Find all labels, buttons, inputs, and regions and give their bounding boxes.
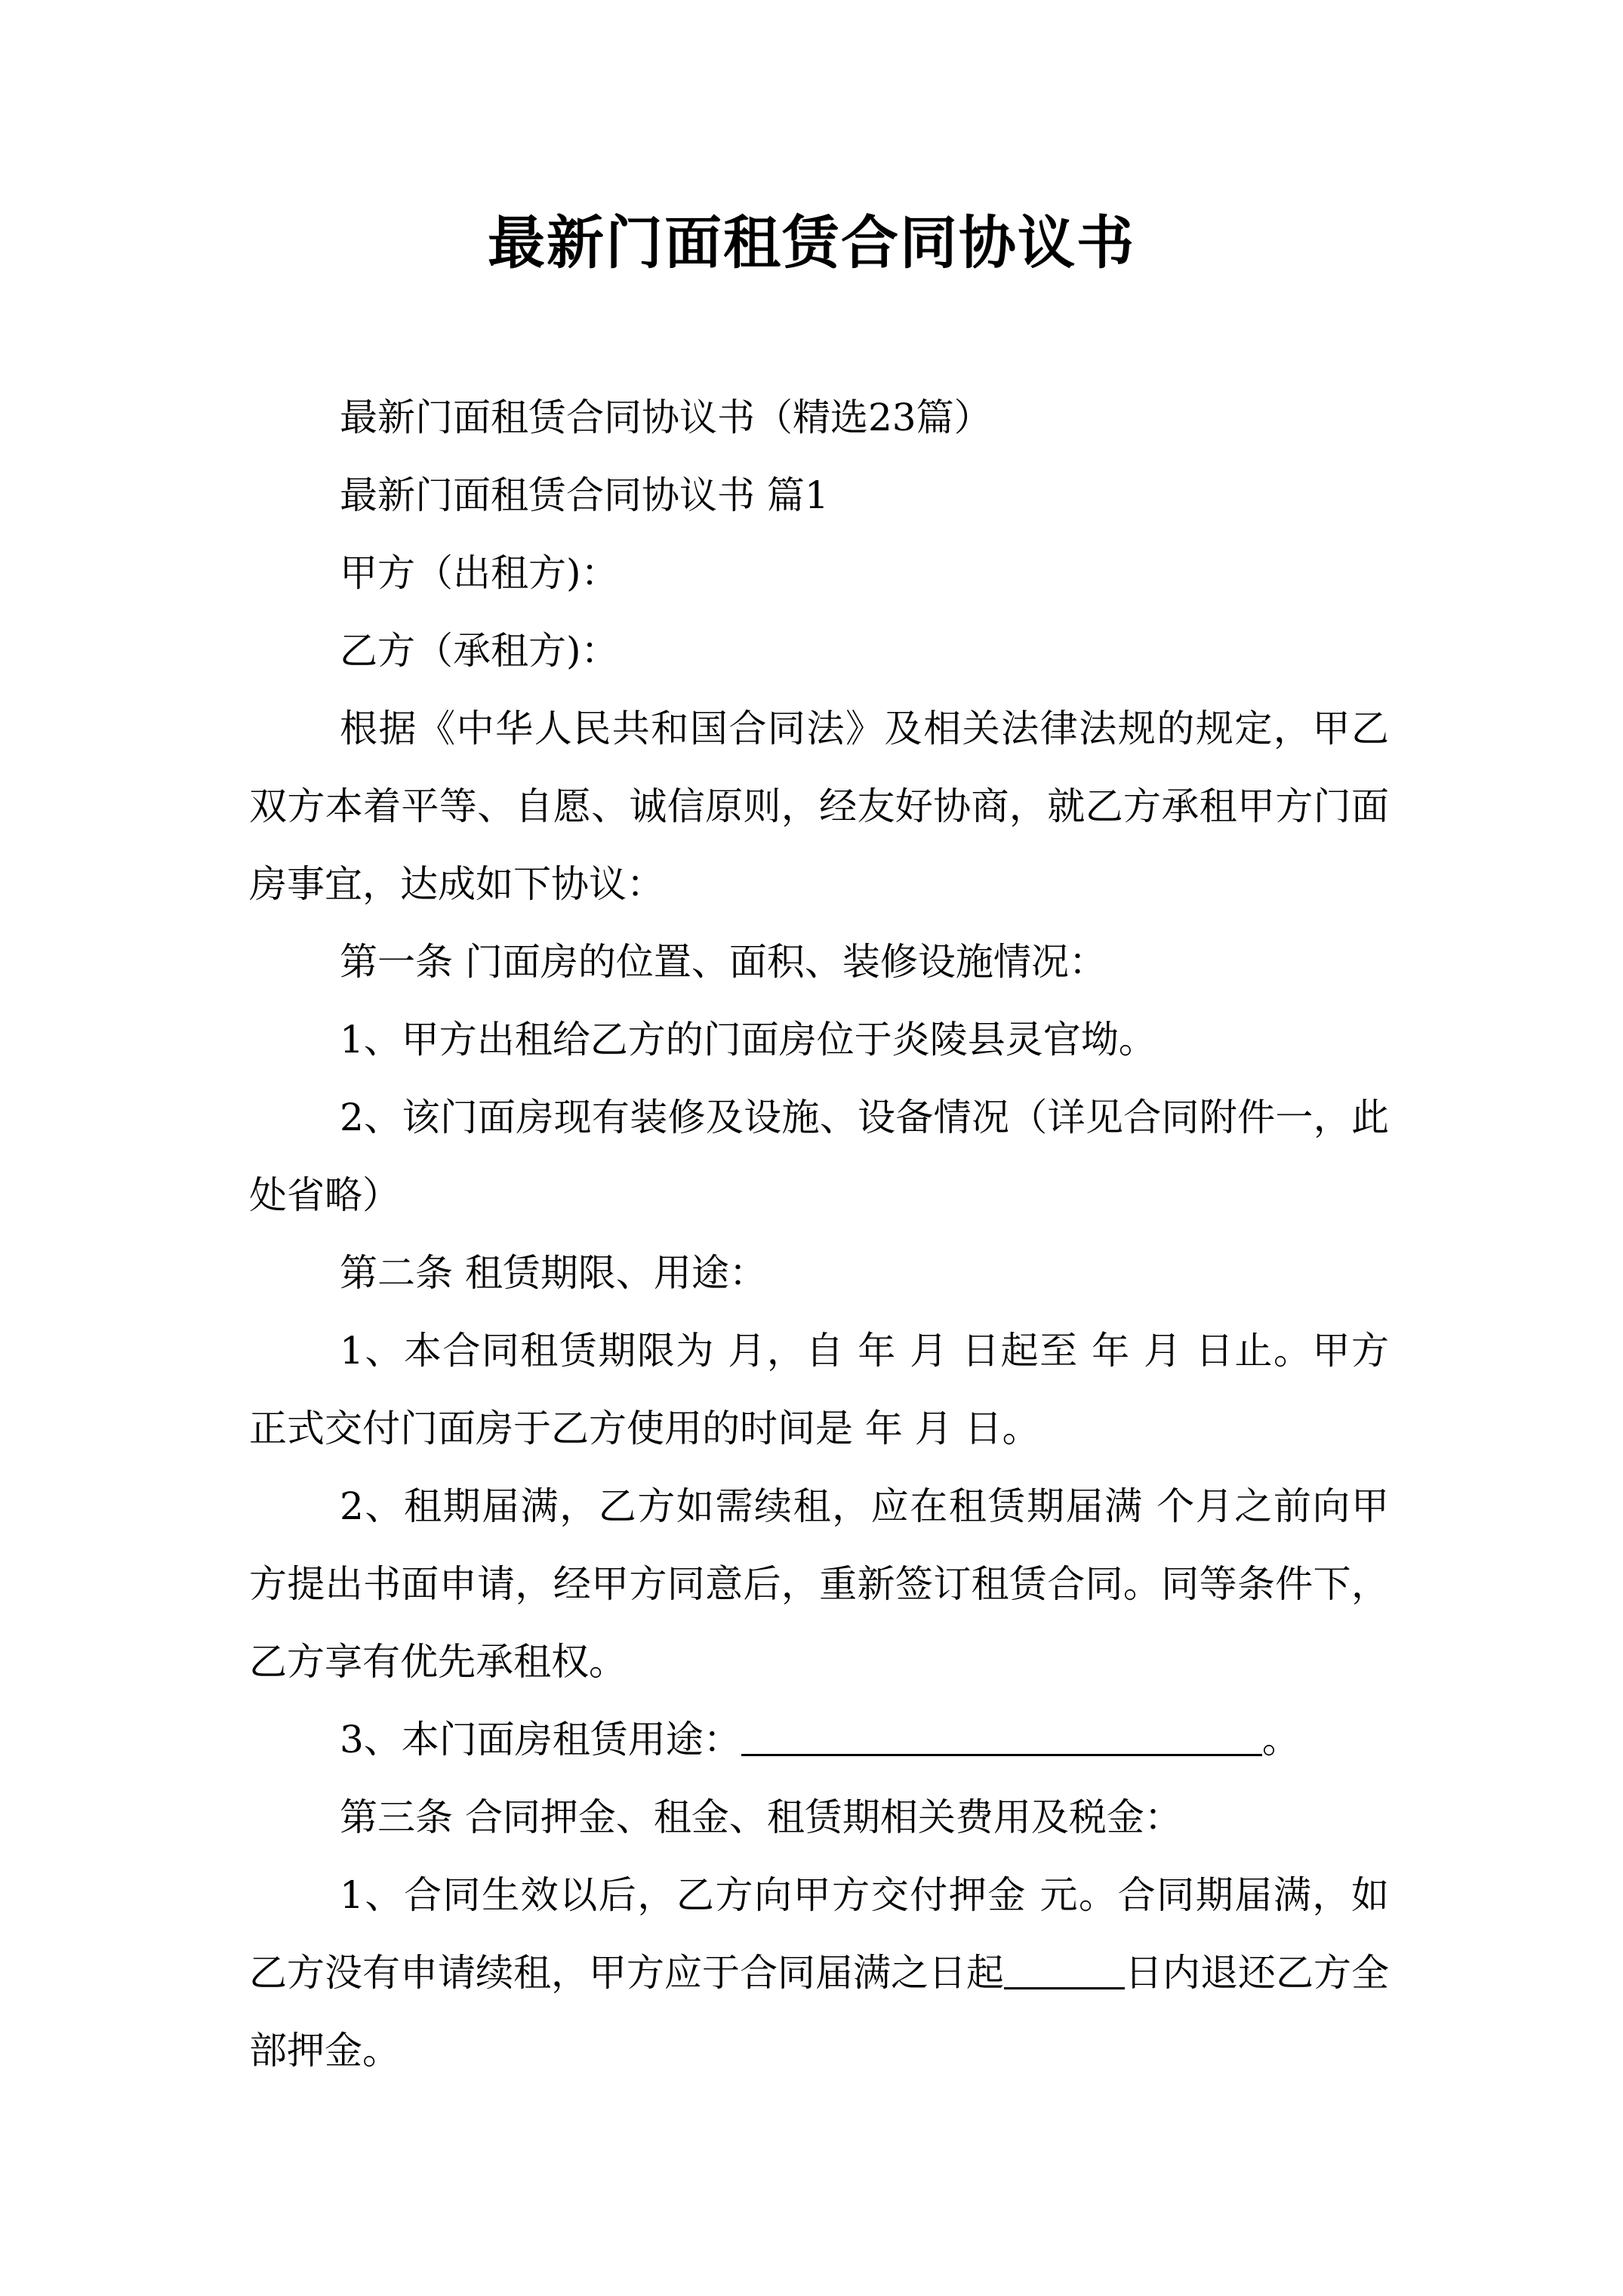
paragraph: 乙方（承租方)：	[340, 629, 619, 673]
section3-heading: 第三条 合同押金、租金、租赁期相关费用及税金：	[340, 1795, 1182, 1839]
usage-clause-text: 3、本门面房租赁用途：	[340, 1718, 741, 1761]
paragraph: 2、该门面房现有装修及设施、设备情况（详见合同附件一，此处省略）	[249, 1096, 1389, 1217]
paragraph: 1、本合同租赁期限为 月，自 年 月 日起至 年 月 日止。甲方正式交付门面房于乙方使用的时间是 年 月 日。	[249, 1329, 1389, 1450]
paragraph: 最新门面租赁合同协议书（精选23篇）	[340, 396, 992, 439]
paragraph: 1、甲方出租给乙方的门面房位于炎陵县灵官坳。	[340, 1018, 1156, 1062]
document-title: 最新门面租赁合同协议书	[488, 209, 1135, 276]
paragraph: 最新门面租赁合同协议书 篇1	[340, 473, 829, 517]
paragraph: 2、租期届满，乙方如需续租，应在租赁期届满 个月之前向甲方提出书面申请，经甲方同意后，重新签订租赁合同。同等条件下，乙方享有优先承租权。	[249, 1484, 1389, 1684]
deposit-days-blank-line	[1004, 1949, 1125, 1989]
deposit-clause-text: 1、合同生效以后，乙方向甲方交付押金 元。合同期届满，如乙方没有申请续租，甲方应于合同届满之日起	[249, 1873, 1389, 1995]
deposit-clause	[249, 1857, 1389, 2090]
document-body	[249, 379, 1389, 2090]
paragraph: 第一条 门面房的位置、面积、装修设施情况：	[340, 940, 1107, 984]
usage-clause	[249, 1701, 1389, 1779]
paragraph: 甲方（出租方)：	[340, 551, 619, 595]
usage-clause-end: 。	[1261, 1718, 1300, 1761]
paragraph: 第二条 租赁期限、用途：	[340, 1251, 767, 1295]
paragraph: 根据《中华人民共和国合同法》及相关法律法规的规定，甲乙双方本着平等、自愿、诚信原则，经友好协商，就乙方承租甲方门面房事宜，达成如下协议：	[249, 707, 1389, 906]
usage-blank-line	[741, 1716, 1262, 1756]
deposit-clause-end: 日内退还乙方全部押金。	[249, 1951, 1389, 2073]
